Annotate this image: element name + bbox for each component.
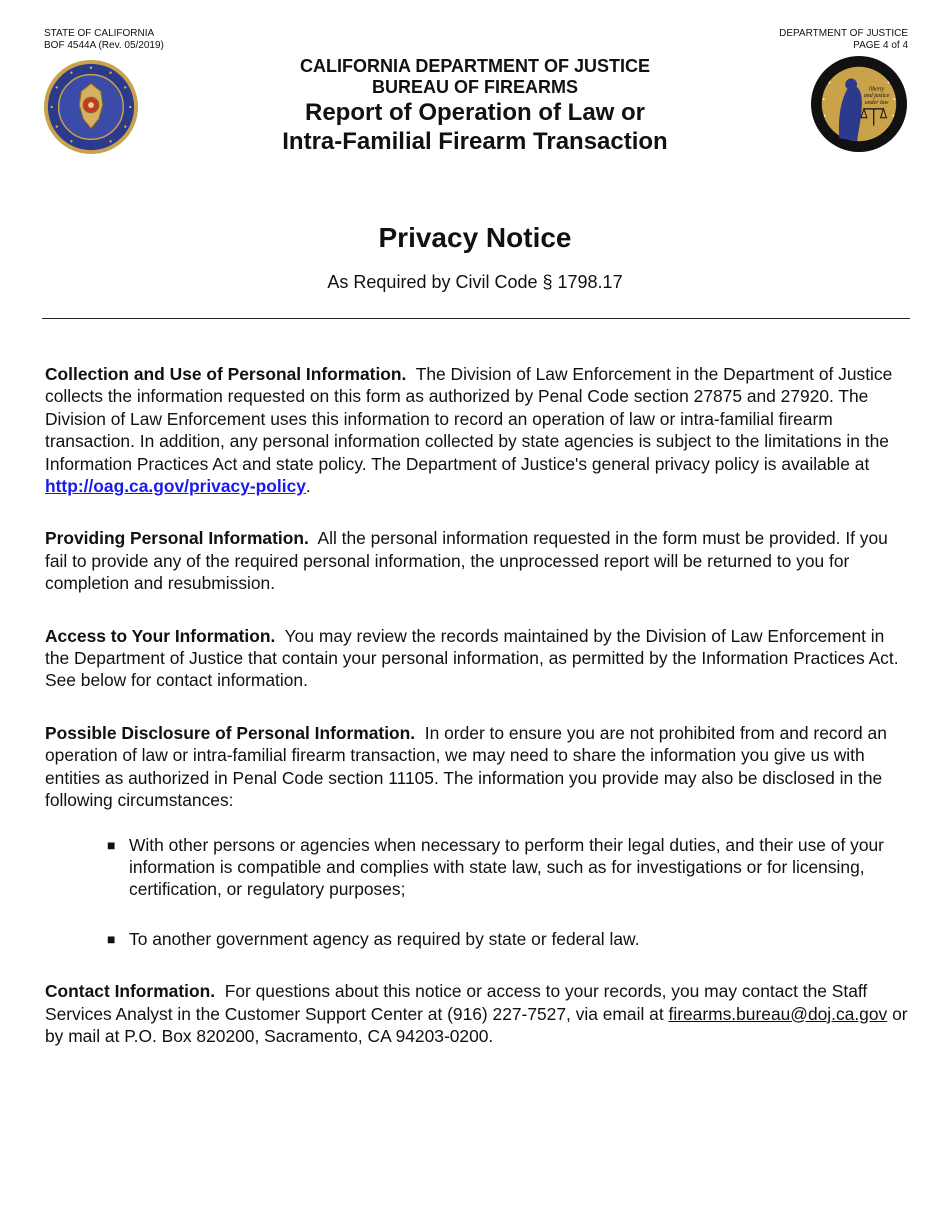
bullet-square-icon: ■	[107, 930, 116, 947]
section-end: .	[305, 476, 311, 497]
page-title: Privacy Notice	[378, 222, 572, 253]
bullet-square-icon: ■	[107, 836, 116, 853]
bureau-name: BUREAU OF FIREARMS	[372, 77, 578, 97]
form-number: BOF 4544A (Rev. 05/2019)	[44, 40, 164, 51]
list-item	[107, 928, 910, 950]
agency-name: CALIFORNIA DEPARTMENT OF JUSTICE	[300, 56, 650, 76]
form-title-line2: Intra-Familial Firearm Transaction	[282, 128, 668, 155]
list-item-text: To another government agency as required by state or federal law.	[129, 928, 640, 949]
page-number: PAGE 4 of 4	[853, 40, 908, 51]
notice-body	[45, 363, 910, 1077]
section-access	[45, 625, 910, 692]
section-text: You may review the records maintained by the Division of Law Enforcement in the Department of Justice that contain your personal information, as permitted by the Information Practices Act. See below for contact information.	[45, 625, 899, 691]
section-text: The Division of Law Enforcement in the Department of Justice collects the information requested on this form as authorized by Penal Code section 27875 and 27920. The Division of Law Enforcement uses this information to record an operation of law or intra-familial firearm transaction. In addition, any personal information collected by state agencies is subject to the limitations in the Information Practices Act and state policy. The Department of Justice's general privacy policy is available at	[45, 364, 893, 474]
department-label: DEPARTMENT OF JUSTICE	[779, 28, 908, 39]
list-item-text: With other persons or agencies when necessary to perform their legal duties, and their use of your information is compatible and complies with state law, such as for investigations or for licensing, certification, or regulatory purposes;	[129, 834, 884, 900]
section-text: All the personal information requested in the form must be provided. If you fail to provide any of the required personal information, the unprocessed report will be returned to you for completion and resubmission.	[45, 528, 888, 594]
section-heading: Access to Your Information.	[45, 625, 276, 646]
form-header	[0, 56, 950, 156]
divider	[42, 318, 910, 319]
section-heading: Contact Information.	[45, 981, 216, 1002]
section-heading: Possible Disclosure of Personal Information.	[45, 722, 416, 743]
svg-text:and justice: and justice	[863, 93, 890, 100]
section-collection	[45, 363, 910, 497]
svg-text:liberty: liberty	[868, 86, 885, 93]
section-text-end: or by mail at P.O. Box 820200, Sacramento, CA 94203-0200.	[45, 1003, 908, 1046]
svg-text:under law: under law	[864, 100, 889, 106]
page-subtitle: As Required by Civil Code § 1798.17	[327, 272, 623, 292]
section-text: In order to ensure you are not prohibited from and record an operation of law or intra-familial firearm transaction, we may need to share the information you give us with entities as authorized in Penal Code section 11105. The information you provide may also be disclosed in the following circumstances:	[45, 722, 887, 811]
section-heading: Collection and Use of Personal Information.	[45, 364, 407, 384]
section-disclosure	[45, 722, 910, 812]
section-contact	[45, 980, 910, 1047]
section-providing	[45, 527, 910, 594]
list-item	[107, 834, 910, 901]
state-label: STATE OF CALIFORNIA	[44, 28, 155, 39]
privacy-policy-link[interactable]: http://oag.ca.gov/privacy-policy	[45, 476, 306, 497]
email-link[interactable]: firearms.bureau@doj.ca.gov	[668, 1003, 888, 1024]
section-text: For questions about this notice or access to your records, you may contact the Staff Services Analyst in the Customer Support Center at (916) 227-7527, via email at	[45, 981, 868, 1024]
disclosure-list	[45, 834, 910, 951]
form-meta-left	[44, 28, 164, 52]
form-meta-right	[779, 28, 908, 52]
form-title-line1: Report of Operation of Law or	[305, 99, 645, 126]
section-heading: Providing Personal Information.	[45, 528, 309, 549]
